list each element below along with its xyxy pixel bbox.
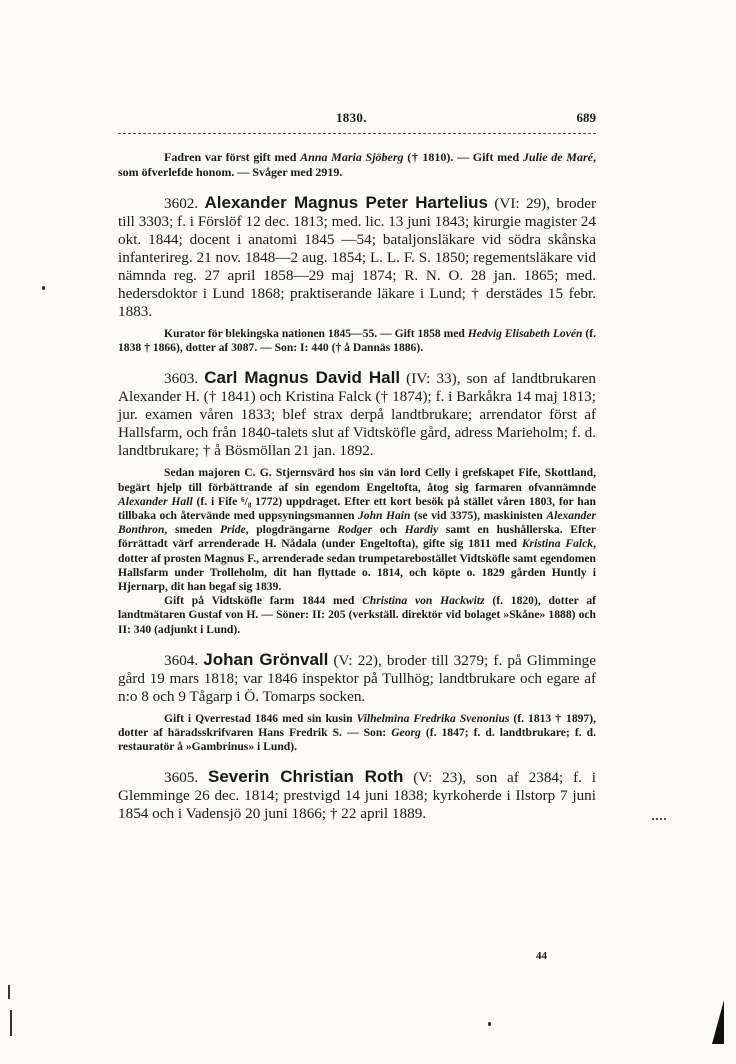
entry-name: Alexander Magnus Peter Hartelius [204,193,489,212]
scan-speck [10,1010,12,1036]
entry-3602-note: Kurator för blekingska nationen 1845—55. — Gift 1858 med Hedvig Elisabeth Lovén (f. 1838 † 1866), dotter af 3087. — Son: I: 440 († å Dannäs 1886). [118,327,596,355]
entry-3603: 3603. Carl Magnus David Hall (IV: 33), son af landtbrukaren Alexander H. († 1841) och Kristina Falck († 1874); f. i Barkåkra 14 maj 1813; jur. examen våren 1833; blef strax derpå landtbrukare; arrendator först af Hallsfarm, och från 1840-talets slut af Vidtsköfle gård, adress Marieholm; f. d. landtbrukare; † å Bösmöllan 21 jan. 1892. [118,368,597,460]
page-body [118,150,596,829]
page-header [118,110,596,130]
intro-note: Fadren var först gift med Anna Maria Sjöberg († 1810). — Gift med Julie de Maré, som öfverlefde honom. — Svåger med 2919. [118,150,596,179]
scan-speck [8,985,10,999]
entry-3603-note-1: Sedan majoren C. G. Stjernsvärd hos sin vän lord Celly i grefskapet Fife, Skottland, begärt hjelp till förbättrande af sin egendom Engeltofta, åtog sig farmaren ofvannämnde Alexander Hall (f. i Fife ⁶/₈ 1772) uppdraget. Efter ett kort besök på stället våren 1803, for han tillbaka och återvände med uppsyningsmannen John Hain (se vid 3375), maskinisten Alexander Bonthron, smeden Pride, plogdrängarne Rodger och Hardiy samt en hushållerska. Efter förrättadt värf arrenderade H. Nådala (under Engeltofta), gifte sig 1811 med Kristina Falck, dotter af prosten Magnus F., arrenderade sedan trumpetarebostället Vidtsköfle samt egendomen Hallsfarm under Trolleholm, dit han flyttade o. 1814, och köpte o. 1829 gården Huntly i Hjernarp, dit han begaf sig 1839. [118,466,596,594]
scan-speck [42,286,45,290]
scan-speck [712,1000,724,1044]
entry-3603-note-2: Gift på Vidtsköfle farm 1844 med Christina von Hackwitz (f. 1820), dotter af landtmätaren Gustaf von H. — Söner: II: 205 (verkställ. direktör vid bolaget »Skåne» 1888) och II: 340 (adjunkt i Lund). [118,594,596,636]
entry-3604: 3604. Johan Grönvall (V: 22), broder till 3279; f. på Glimminge gård 19 mars 1818; var 1846 inspektor på Tullhög; landtbrukare och egare af n:o 8 och 9 Tågarp i Ö. Tomarps socken. [118,649,597,705]
entry-3602: 3602. Alexander Magnus Peter Hartelius (VI: 29), broder till 3303; f. i Förslöf 12 dec. 1813; med. lic. 13 juni 1843; kirurgie magister 24 okt. 1844; docent i anatomi 1845 —54; bataljonsläkare vid södra skånska infanterireg. 21 nov. 1848—2 aug. 1854; L. L. F. S. 1850; regementsläkare vid nämnda reg. 27 april 1858—29 maj 1874; R. N. O. 28 jan. 1865; med. hedersdoktor i Lund 1868; praktiserande läkare i Lund; † derstädes 15 febr. 1883. [118,193,597,320]
header-rule [118,133,596,134]
entry-name: Johan Grönvall [203,649,329,669]
entry-3605: 3605. Severin Christian Roth (V: 23), son af 2384; f. i Glemminge 26 dec. 1814; prestvigd 14 juni 1838; kyrkoherde i Ilstorp 7 juni 1854 och i Vadensjö 20 juni 1866; † 22 april 1889. [118,767,596,823]
scan-speck [488,1022,491,1026]
entry-3604-note: Gift i Qverrestad 1846 med sin kusin Vilhelmina Fredrika Svenonius (f. 1813 † 1897), dotter af häradsskrifvaren Hans Fredrik S. — Son: Georg (f. 1847; f. d. landtbrukare; f. d. restauratör å »Gambrinus» i Lund). [118,711,596,754]
scan-speck [652,818,666,822]
signature-mark: 44 [536,950,547,962]
entry-name: Severin Christian Roth [208,767,404,787]
entry-name: Carl Magnus David Hall [204,368,401,388]
page-number: 689 [576,110,596,125]
running-year: 1830. [336,110,367,125]
